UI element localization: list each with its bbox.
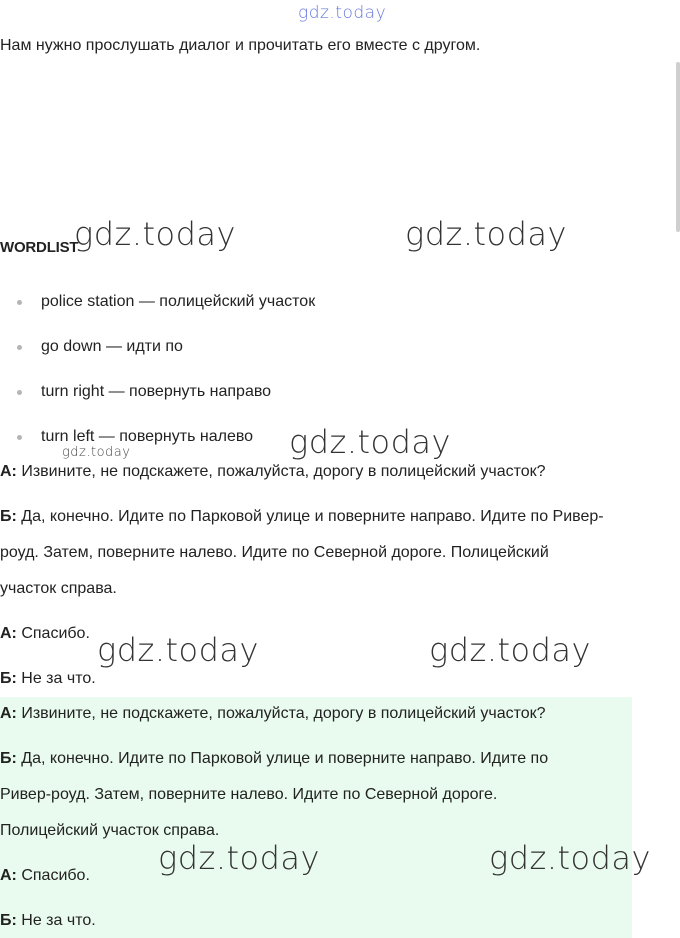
bullet-icon [17,390,22,395]
line-text: Да, конечно. Идите по Парковой улице и поверните направо. Идите по [16,750,549,767]
bullet-icon [17,300,22,305]
watermark: gdz.today [74,215,236,253]
line-text: Извините, не подскажете, пожалуйста, дорогу в полицейский участок? [16,463,546,480]
dialogue-line [0,624,90,644]
line-text: Извините, не подскажете, пожалуйста, дорогу в полицейский участок? [16,705,546,722]
scrollbar-thumb[interactable] [676,62,680,232]
watermark: gdz.today [489,839,651,877]
answer-line [0,749,548,769]
wordlist-item: turn right — повернуть направо [41,383,272,400]
dialogue-line [0,669,96,689]
watermark-top: gdz.today [298,3,387,23]
speaker-label: Б: [0,508,17,525]
line-text: Не за что. [16,670,96,687]
speaker-label: Б: [0,670,17,687]
speaker-label: Б: [0,750,17,767]
answer-box [0,697,632,938]
speaker-label: Б: [0,912,17,929]
speaker-label: А: [0,867,17,884]
watermark: gdz.today [405,215,567,253]
speaker-label: А: [0,463,17,480]
watermark-small: gdz.today [62,445,131,460]
line-text: Спасибо. [16,625,90,642]
watermark: gdz.today [429,631,591,669]
watermark: gdz.today [158,839,320,877]
watermark: gdz.today [97,631,259,669]
speaker-label: А: [0,705,17,722]
line-text: Да, конечно. Идите по Парковой улице и поверните направо. Идите по Ривер- [16,508,604,525]
answer-line-cont: Полицейский участок справа. [0,822,220,839]
instruction-text: Нам нужно прослушать диалог и прочитать его вместе с другом. [0,37,481,54]
answer-line [0,911,96,931]
wordlist-item: turn left — повернуть налево [41,428,254,445]
line-text: Не за что. [16,912,96,929]
answer-line [0,866,90,886]
bullet-icon [17,345,22,350]
speaker-label: А: [0,625,17,642]
bullet-icon [17,435,22,440]
dialogue-line [0,507,604,527]
dialogue-line-cont: роуд. Затем, поверните налево. Идите по Северной дороге. Полицейский [0,544,549,561]
dialogue-line [0,462,546,482]
answer-line-cont: Ривер-роуд. Затем, поверните налево. Идите по Северной дороге. [0,786,498,803]
line-text: Спасибо. [16,867,90,884]
wordlist-item: go down — идти по [41,338,183,355]
wordlist-title: WORDLIST [0,239,79,256]
answer-line [0,704,546,724]
watermark: gdz.today [289,423,451,461]
dialogue-line-cont: участок справа. [0,580,117,597]
wordlist-item: police station — полицейский участок [41,293,316,310]
